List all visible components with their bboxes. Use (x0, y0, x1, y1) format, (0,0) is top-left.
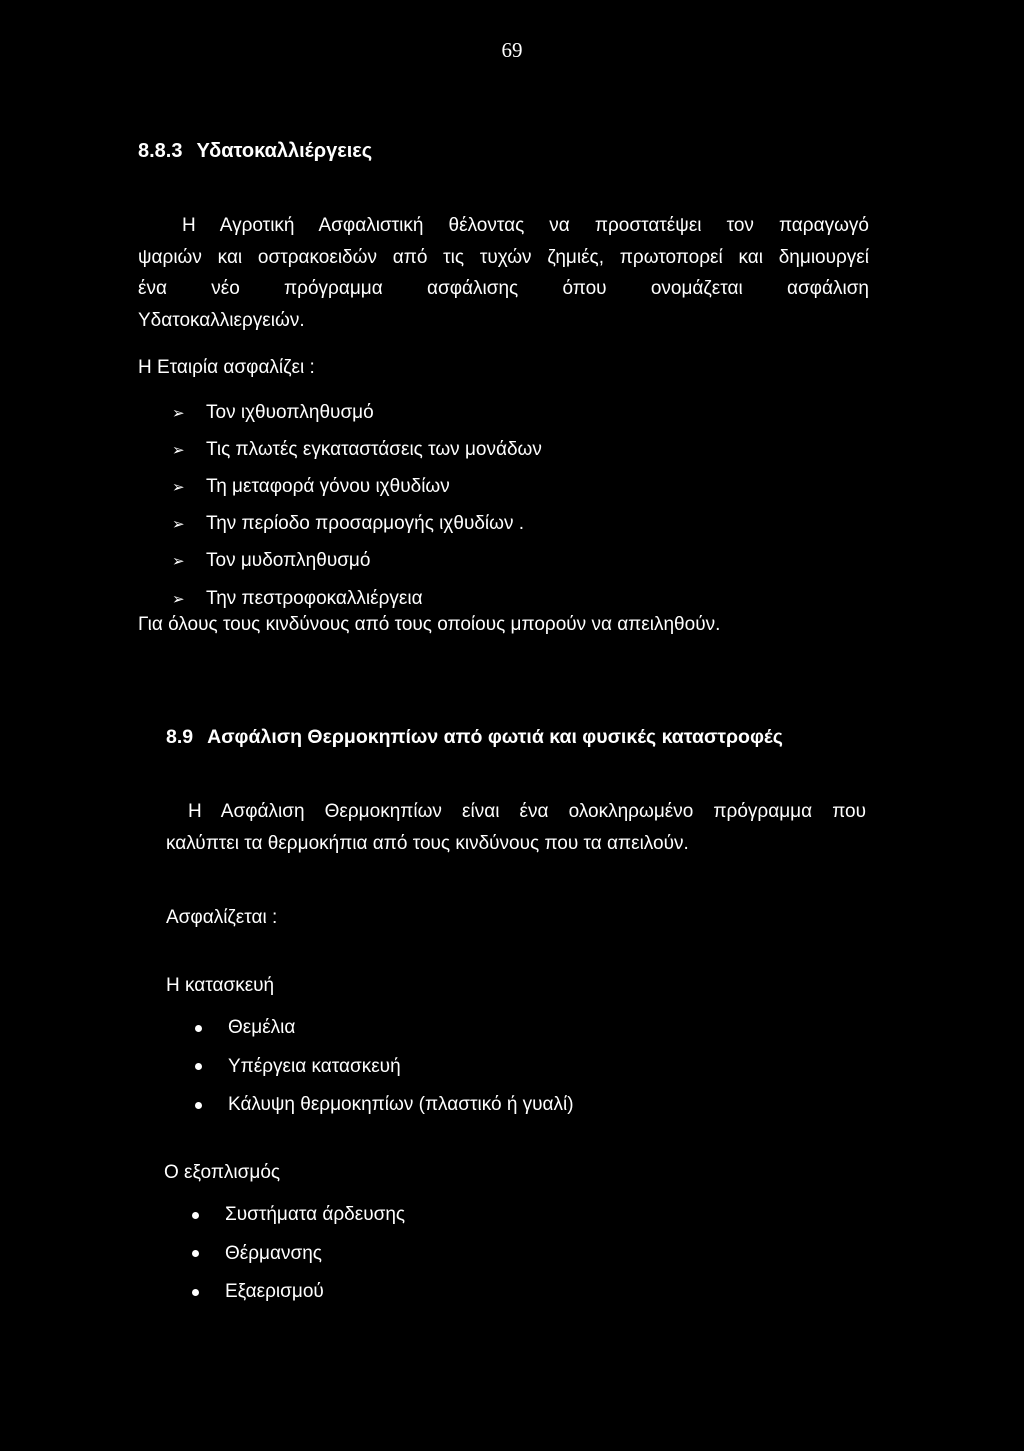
paragraph-line: Υδατοκαλλιεργειών. (138, 309, 305, 331)
construction-items-list (195, 1009, 574, 1125)
closing-sentence: Για όλους τους κινδύνους από τους οποίους μπορούν να απειληθούν. (138, 614, 721, 635)
insures-label: Η Εταιρία ασφαλίζει : (138, 357, 315, 378)
paragraph-line: καλύπτει τα θερμοκήπια από τους κινδύνους που τα απειλούν. (166, 832, 689, 854)
list-item-text: Κάλυψη θερμοκηπίων (πλαστικό ή γυαλί) (228, 1094, 574, 1116)
bullet-dot-icon (195, 1025, 202, 1032)
list-item (195, 1048, 574, 1087)
arrow-bullet-icon: ➢ (172, 404, 185, 422)
insured-items-list (172, 394, 542, 617)
aquaculture-intro-paragraph (138, 210, 869, 336)
section-heading-8-8-3 (138, 140, 372, 163)
list-item-text: Τον ιχθυοπληθυσμό (206, 401, 374, 423)
section-title: Υδατοκαλλιέργειες (196, 140, 373, 162)
list-item-text: Συστήματα άρδευσης (225, 1204, 406, 1226)
list-item-text: Θέρμανσης (225, 1242, 322, 1264)
section-number: 8.9 (166, 726, 194, 748)
arrow-bullet-icon: ➢ (172, 478, 185, 496)
paragraph-line: Η Αγροτική Ασφαλιστική θέλοντας να προστατέψει τον παραγωγό (182, 215, 869, 236)
section-heading-8-9 (166, 726, 783, 749)
section-title: Ασφάλιση Θερμοκηπίων από φωτιά και φυσικές καταστροφές (207, 726, 783, 748)
page-number: 69 (501, 38, 523, 62)
arrow-bullet-icon: ➢ (172, 516, 185, 534)
list-item-text: Υπέργεια κατασκευή (228, 1055, 401, 1077)
list-item (195, 1009, 574, 1048)
list-item (172, 543, 542, 580)
list-item (172, 468, 542, 505)
insured-label: Ασφαλίζεται : (166, 907, 278, 928)
list-item-text: Την πεστροφοκαλλιέργεια (206, 587, 423, 609)
list-item-text: Την περίοδο προσαρμογής ιχθυδίων . (206, 513, 525, 535)
list-item-text: Θεμέλια (228, 1017, 296, 1039)
list-item-text: Τις πλωτές εγκαταστάσεις των μονάδων (206, 438, 542, 460)
section-number: 8.8.3 (138, 140, 183, 162)
arrow-bullet-icon: ➢ (172, 441, 185, 459)
paragraph-line: ψαριών και οστρακοειδών από τις τυχών ζημιές, πρωτοπορεί και δημιουργεί (138, 246, 869, 268)
paragraph-line: ένα νέο πρόγραμμα ασφάλισης όπου ονομάζεται ασφάλιση (138, 278, 869, 299)
list-item (172, 394, 542, 431)
greenhouse-intro-paragraph (166, 796, 866, 859)
list-item (192, 1273, 405, 1312)
list-item-text: Εξαερισμού (225, 1281, 324, 1303)
equipment-items-list (192, 1196, 405, 1312)
bullet-dot-icon (192, 1212, 199, 1219)
construction-label: Η κατασκευή (166, 975, 275, 996)
arrow-bullet-icon: ➢ (172, 590, 185, 608)
equipment-label: Ο εξοπλισμός (164, 1162, 281, 1183)
list-item (195, 1086, 574, 1125)
list-item (192, 1235, 405, 1274)
bullet-dot-icon (192, 1289, 199, 1296)
bullet-dot-icon (195, 1102, 202, 1109)
bullet-dot-icon (192, 1250, 199, 1257)
list-item (172, 580, 542, 617)
list-item (192, 1196, 405, 1235)
list-item (172, 506, 542, 543)
bullet-dot-icon (195, 1063, 202, 1070)
arrow-bullet-icon: ➢ (172, 553, 185, 571)
list-item (172, 431, 542, 468)
list-item-text: Τον μυδοπληθυσμό (206, 550, 371, 572)
paragraph-line: Η Ασφάλιση Θερμοκηπίων είναι ένα ολοκληρωμένο πρόγραμμα που (188, 801, 866, 822)
list-item-text: Τη μεταφορά γόνου ιχθυδίων (206, 475, 450, 497)
